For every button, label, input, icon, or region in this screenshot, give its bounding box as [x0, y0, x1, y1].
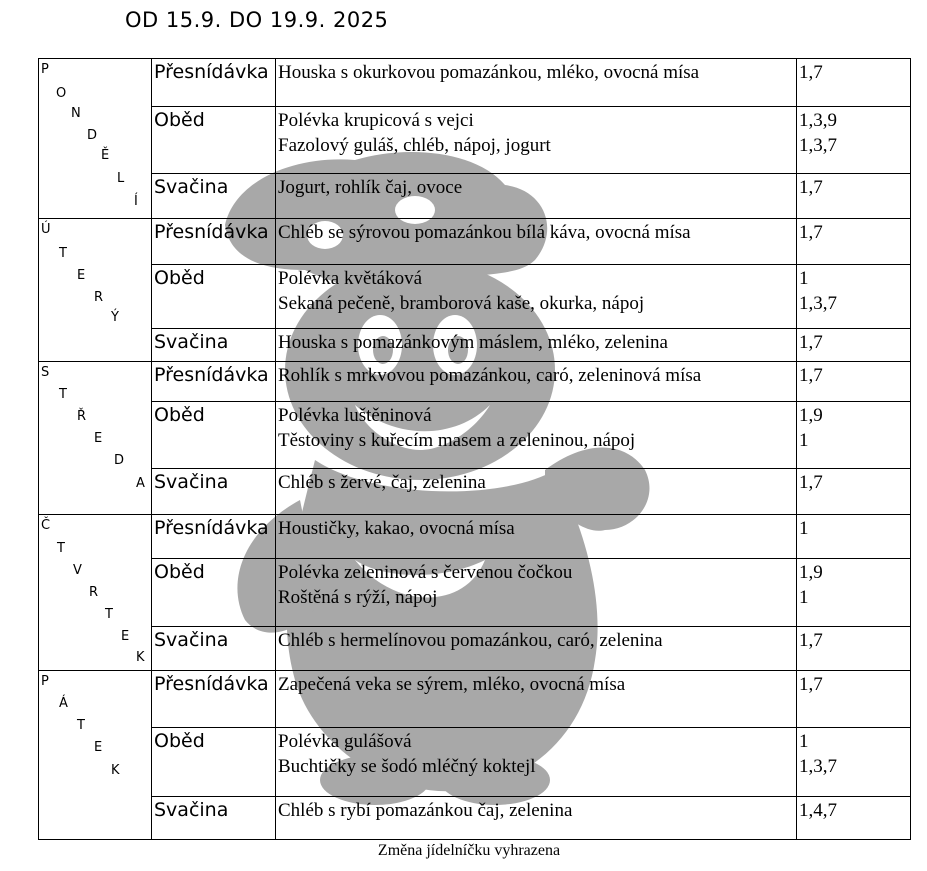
meal-item: Polévka gulášová [278, 731, 412, 752]
allergens-cell [797, 59, 911, 107]
allergen-code: 1,9 [799, 562, 823, 583]
day-letter: E [94, 740, 103, 755]
meal-item: Houska s pomazánkovým máslem, mléko, zelenina [278, 332, 668, 353]
allergen-code: 1,7 [799, 177, 823, 198]
meal-row [39, 59, 911, 107]
day-name-cell [39, 515, 152, 671]
meal-item: Těstoviny s kuřecím masem a zeleninou, nápoj [278, 430, 636, 451]
meal-label: Oběd [152, 402, 276, 469]
allergen-code: 1 [799, 430, 809, 451]
meal-items-cell [276, 265, 797, 329]
day-letter: Č [41, 518, 51, 533]
day-letter: E [77, 268, 86, 283]
day-letter: T [77, 718, 85, 733]
allergens-cell [797, 265, 911, 329]
allergen-code: 1,7 [799, 332, 823, 353]
day-letter: L [117, 171, 125, 186]
meal-row [39, 627, 911, 671]
meal-item: Polévka luštěninová [278, 405, 432, 426]
meal-label: Svačina [152, 469, 276, 515]
allergen-code: 1,4,7 [799, 800, 837, 821]
allergens-cell [797, 627, 911, 671]
meal-item: Polévka květáková [278, 268, 423, 289]
meal-items-cell [276, 107, 797, 174]
allergens-cell [797, 797, 911, 840]
meal-items-cell [276, 671, 797, 728]
allergens-cell [797, 219, 911, 265]
meal-label: Přesnídávka [152, 59, 276, 107]
meal-label: Svačina [152, 797, 276, 840]
meal-items-cell [276, 219, 797, 265]
day-letter: T [105, 607, 113, 622]
meal-item: Polévka krupicová s vejci [278, 110, 474, 131]
day-letter: R [89, 585, 99, 600]
meal-items-cell [276, 402, 797, 469]
meal-label: Svačina [152, 329, 276, 362]
day-letter: Ý [111, 310, 119, 325]
meal-label: Přesnídávka [152, 219, 276, 265]
meal-row [39, 174, 911, 219]
day-letter: Ř [77, 409, 87, 424]
day-letter: E [94, 431, 103, 446]
meal-item: Sekaná pečeně, bramborová kaše, okurka, nápoj [278, 293, 645, 314]
meal-row [39, 469, 911, 515]
allergens-cell [797, 329, 911, 362]
allergen-code: 1,7 [799, 674, 823, 695]
allergens-cell [797, 107, 911, 174]
day-letter: S [41, 365, 50, 380]
day-letter: K [136, 650, 145, 665]
day-letter: Í [134, 194, 138, 209]
allergens-cell [797, 515, 911, 559]
meal-item: Houstičky, kakao, ovocná mísa [278, 518, 515, 539]
meal-items-cell [276, 329, 797, 362]
allergens-cell [797, 402, 911, 469]
menu-table [38, 58, 911, 840]
meal-items-cell [276, 174, 797, 219]
day-letter: K [111, 763, 120, 778]
day-letter: T [57, 541, 65, 556]
meal-item: Chléb s žervé, čaj, zelenina [278, 472, 486, 493]
meal-row [39, 559, 911, 627]
allergen-code: 1 [799, 587, 809, 608]
day-name-cell [39, 671, 152, 840]
meal-items-cell [276, 627, 797, 671]
allergen-code: 1,7 [799, 62, 823, 83]
day-name-cell [39, 219, 152, 362]
day-letter: P [41, 674, 49, 689]
allergen-code: 1,7 [799, 472, 823, 493]
day-letter: O [56, 86, 67, 101]
allergen-code: 1,3,7 [799, 756, 837, 777]
allergen-code: 1,7 [799, 630, 823, 651]
meal-item: Zapečená veka se sýrem, mléko, ovocná mísa [278, 674, 626, 695]
day-letter: D [87, 128, 98, 143]
meal-row [39, 728, 911, 797]
allergen-code: 1,9 [799, 405, 823, 426]
day-letter: E [121, 629, 130, 644]
day-letter: R [94, 290, 104, 305]
meal-row [39, 107, 911, 174]
meal-item: Chléb se sýrovou pomazánkou bílá káva, ovocná mísa [278, 222, 691, 243]
day-letter: N [71, 106, 81, 121]
allergens-cell [797, 174, 911, 219]
meal-items-cell [276, 362, 797, 402]
footer-note: Změna jídelníčku vyhrazena [377, 842, 561, 859]
meal-row [39, 265, 911, 329]
meal-item: Jogurt, rohlík čaj, ovoce [278, 177, 463, 198]
meal-row [39, 219, 911, 265]
meal-item: Polévka zeleninová s červenou čočkou [278, 562, 573, 583]
meal-items-cell [276, 797, 797, 840]
day-letter: P [41, 62, 49, 77]
meal-label: Oběd [152, 728, 276, 797]
meal-row [39, 402, 911, 469]
day-letter: V [73, 563, 82, 578]
day-letter: D [114, 453, 125, 468]
meal-item: Buchtičky se šodó mléčný koktejl [278, 756, 536, 777]
meal-item: Chléb s hermelínovou pomazánkou, caró, zelenina [278, 630, 663, 651]
allergen-code: 1,3,7 [799, 135, 837, 156]
day-letter: Ě [101, 148, 110, 163]
meal-item: Fazolový guláš, chléb, nápoj, jogurt [278, 135, 551, 156]
allergen-code: 1 [799, 268, 809, 289]
allergens-cell [797, 362, 911, 402]
allergens-cell [797, 469, 911, 515]
allergen-code: 1 [799, 731, 809, 752]
day-letter: Á [59, 696, 68, 711]
meal-item: Rohlík s mrkvovou pomazánkou, caró, zeleninová mísa [278, 365, 702, 386]
allergen-code: 1,3,7 [799, 293, 837, 314]
meal-label: Oběd [152, 107, 276, 174]
meal-row [39, 362, 911, 402]
allergens-cell [797, 671, 911, 728]
meal-row [39, 671, 911, 728]
meal-items-cell [276, 469, 797, 515]
meal-items-cell [276, 728, 797, 797]
meal-item: Houska s okurkovou pomazánkou, mléko, ovocná mísa [278, 62, 700, 83]
meal-label: Přesnídávka [152, 362, 276, 402]
allergen-code: 1 [799, 518, 809, 539]
meal-row [39, 515, 911, 559]
meal-row [39, 329, 911, 362]
day-letter: T [59, 387, 67, 402]
meal-items-cell [276, 59, 797, 107]
page-title: OD 15.9. DO 19.9. 2025 [125, 8, 389, 32]
meal-row [39, 797, 911, 840]
meal-items-cell [276, 559, 797, 627]
meal-label: Přesnídávka [152, 515, 276, 559]
day-letter: A [136, 476, 145, 491]
allergen-code: 1,7 [799, 365, 823, 386]
allergen-code: 1,7 [799, 222, 823, 243]
meal-label: Svačina [152, 174, 276, 219]
meal-item: Roštěná s rýží, nápoj [278, 587, 438, 608]
allergens-cell [797, 559, 911, 627]
meal-label: Oběd [152, 265, 276, 329]
allergens-cell [797, 728, 911, 797]
day-letter: Ú [41, 222, 51, 237]
meal-items-cell [276, 515, 797, 559]
allergen-code: 1,3,9 [799, 110, 837, 131]
day-name-cell [39, 362, 152, 515]
day-letter: T [59, 246, 67, 261]
day-name-cell [39, 59, 152, 219]
meal-label: Oběd [152, 559, 276, 627]
meal-label: Svačina [152, 627, 276, 671]
meal-label: Přesnídávka [152, 671, 276, 728]
meal-item: Chléb s rybí pomazánkou čaj, zelenina [278, 800, 573, 821]
